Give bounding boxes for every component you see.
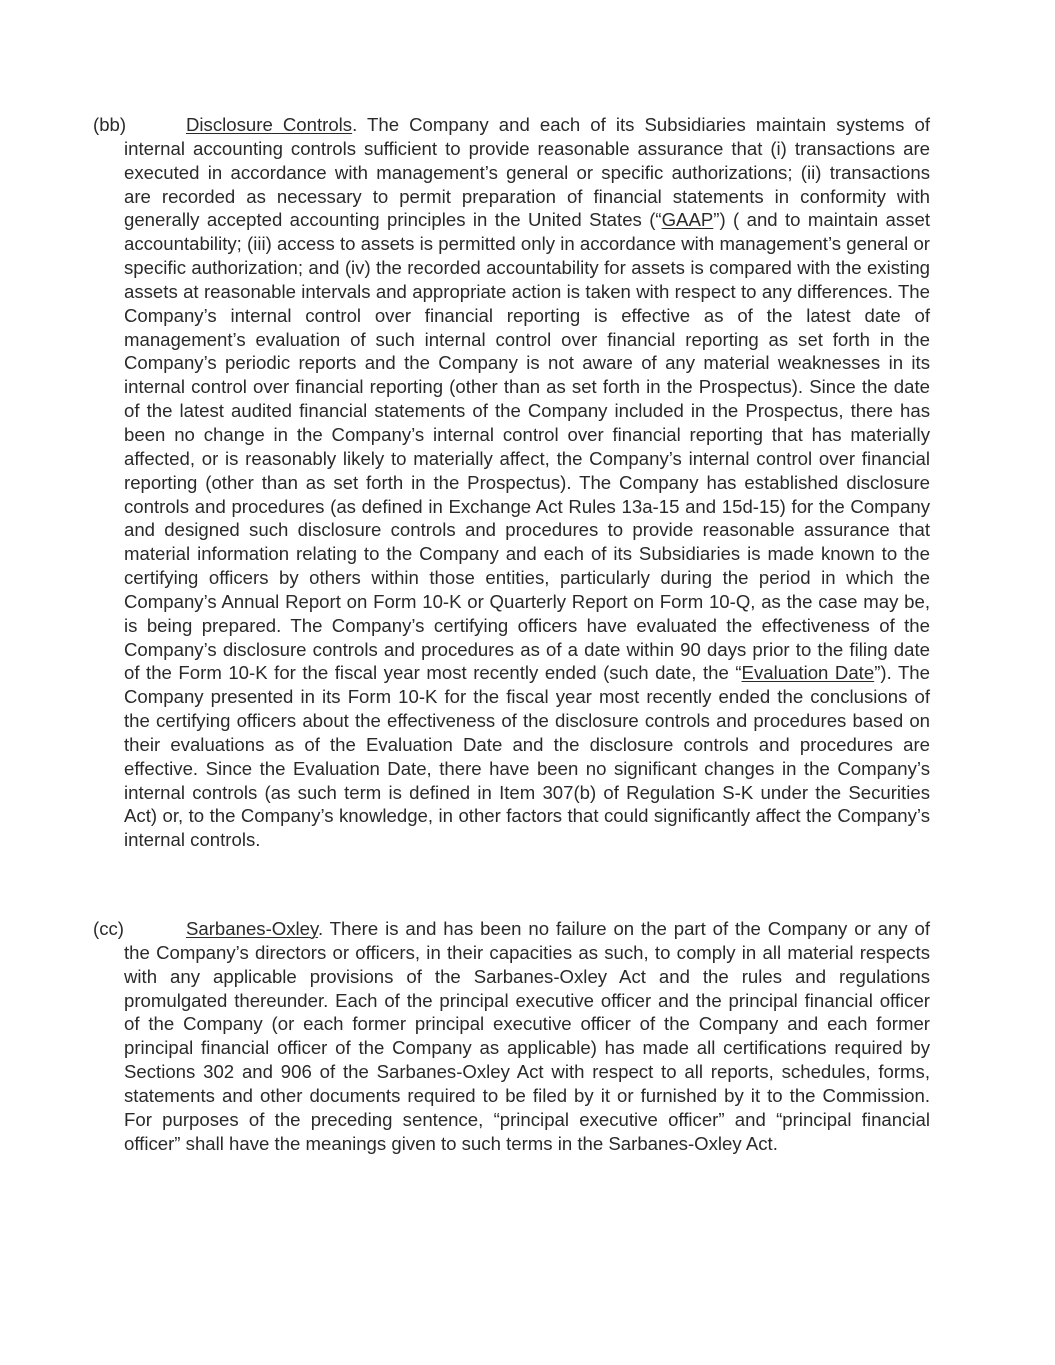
evaluation-date-term: Evaluation Date xyxy=(741,662,875,684)
section-bb-label: (bb) xyxy=(93,114,127,135)
section-cc-label: (cc) xyxy=(93,918,124,939)
gaap-term: GAAP xyxy=(661,209,714,231)
section-bb-heading: Disclosure Controls xyxy=(186,114,353,135)
section-bb-text-1: . The Company and each of its Subsidiaries maintain systems of internal accounting controls sufficient to provide reasonable assurance that (i) transactions are executed in accordance with management’s general or specific authorizations; (ii) transactions are recorded as necessary to permit preparation of financial statements in conformity with generally accepted accounting principles in the United States (“ xyxy=(124,114,930,231)
section-cc-heading: Sarbanes-Oxley xyxy=(186,918,318,939)
section-bb-text-3: ”). The Company presented in its Form 10-K for the fiscal year most recently ended the conclusions of the certifying officers about the effectiveness of the disclosure controls and procedures based on their evaluations as of the Evaluation Date and the disclosure controls and procedures are effective. Since the Evaluation Date, there have been no significant changes in the Company’s internal controls (as such term is defined in Item 307(b) of Regulation S-K under the Securities Act) or, to the Company’s knowledge, in other factors that could significantly affect the Company’s internal controls. xyxy=(124,662,930,851)
section-cc-paragraph xyxy=(93,917,930,1155)
section-cc-text-1: . There is and has been no failure on the part of the Company or any of the Company’s directors or officers, in their capacities as such, to comply in all material respects with any applicable provisions of the Sarbanes-Oxley Act and the rules and regulations promulgated thereunder. Each of the principal executive officer and the principal financial officer of the Company (or each former principal executive officer of the Company and each former principal financial officer of the Company as applicable) has made all certifications required by Sections 302 and 906 of the Sarbanes-Oxley Act with respect to all reports, schedules, forms, statements and other documents required to be filed by it or furnished by it to the Commission. For purposes of the preceding sentence, “principal executive officer” and “principal financial officer” shall have the meanings given to such terms in the Sarbanes-Oxley Act. xyxy=(124,918,930,1154)
section-bb-text-2: ”) ( and to maintain asset accountability; (iii) access to assets is permitted only in accordance with management’s general or specific authorization; and (iv) the recorded accountability for assets is compared with the existing assets at reasonable intervals and appropriate action is taken with respect to any differences. The Company’s internal control over financial reporting is effective as of the latest date of management’s evaluation of such internal control over financial reporting as set forth in the Company’s periodic reports and the Company is not aware of any material weaknesses in its internal control over financial reporting (other than as set forth in the Prospectus). Since the date of the latest audited financial statements of the Company included in the Prospectus, there has been no change in the Company’s internal control over financial reporting that has materially affected, or is reasonably likely to materially affect, the Company’s internal control over financial reporting (other than as set forth in the Prospectus). The Company has established disclosure controls and procedures (as defined in Exchange Act Rules 13a-15 and 15d-15) for the Company and designed such disclosure controls and procedures to provide reasonable assurance that material information relating to the Company and each of its Subsidiaries is made known to the certifying officers by others within those entities, particularly during the period in which the Company’s Annual Report on Form 10-K or Quarterly Report on Form 10-Q, as the case may be, is being prepared. The Company’s certifying officers have evaluated the effectiveness of the Company’s disclosure controls and procedures as of a date within 90 days prior to the filing date of the Form 10-K for the fiscal year most recently ended (such date, the “ xyxy=(124,209,930,684)
section-bb-paragraph xyxy=(93,113,930,852)
